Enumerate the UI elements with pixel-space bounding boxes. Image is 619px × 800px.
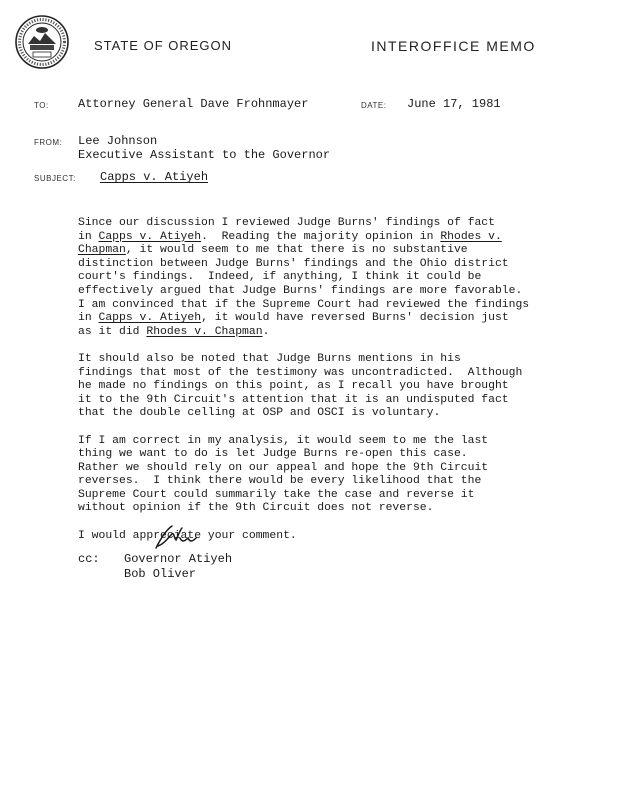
body-line: he made no findings on this point, as I recall you have brought <box>78 380 509 393</box>
from-title: Executive Assistant to the Governor <box>78 148 331 162</box>
paragraph-2 <box>78 353 578 421</box>
document-type: INTEROFFICE MEMO <box>371 38 536 54</box>
from-name: Lee Johnson <box>78 134 158 148</box>
text-run: court's findings. Indeed, if anything, I think it could be <box>78 271 482 284</box>
case-citation: Chapman <box>78 244 126 257</box>
text-run: effectively argued that Judge Burns' findings are more favorable. <box>78 284 523 297</box>
body-line: It should also be noted that Judge Burns mentions in his <box>78 352 461 365</box>
case-citation: Rhodes v. Chapman <box>146 325 263 338</box>
cc-label: cc: <box>78 552 100 566</box>
to-label: TO: <box>34 101 49 110</box>
body-line <box>78 231 578 245</box>
agency-name: STATE OF OREGON <box>94 38 233 53</box>
body-line <box>78 258 578 272</box>
state-seal-icon <box>14 14 70 70</box>
body-line <box>78 312 578 326</box>
body-line: it to the 9th Circuit's attention that it is an undisputed fact <box>78 393 509 406</box>
text-run: distinction between Judge Burns' findings and the Ohio district <box>78 257 509 270</box>
case-citation: Rhodes v. <box>440 230 502 243</box>
body-line: findings that most of the testimony was uncontradicted. Although <box>78 366 523 379</box>
to-value: Attorney General Dave Frohnmayer <box>78 97 309 111</box>
text-run: , it would have reversed Burns' decision just <box>201 312 509 325</box>
text-run: I am convinced that if the Supreme Court had reviewed the findings <box>78 298 530 311</box>
case-citation: Capps v. Atiyeh <box>98 230 202 243</box>
body-line: If I am correct in my analysis, it would seem to me the last <box>78 434 489 447</box>
text-run: , it would seem to me that there is no substantive <box>125 244 468 257</box>
from-label: FROM: <box>34 138 63 147</box>
text-run: in <box>78 230 99 243</box>
body-line <box>78 217 578 231</box>
text-run: in <box>78 312 99 325</box>
date-label: DATE: <box>361 101 387 110</box>
body-line: that the double celling at OSP and OSCI is voluntary. <box>78 407 441 420</box>
paragraph-3 <box>78 435 578 517</box>
body-line: Supreme Court could summarily take the case and reverse it <box>78 488 475 501</box>
subject-label: SUBJECT: <box>34 174 76 183</box>
body-line: reverses. I think there would be every likelihood that the <box>78 475 482 488</box>
body-line: without opinion if the 9th Circuit does not reverse. <box>78 502 434 515</box>
subject-value: Capps v. Atiyeh <box>100 170 209 184</box>
body-line <box>78 271 578 285</box>
cc-recipient: Bob Oliver <box>124 566 197 581</box>
date-value: June 17, 1981 <box>407 97 501 111</box>
text-run: as it did <box>78 325 147 338</box>
body-line: I would appreciate your comment. <box>78 529 297 542</box>
text-run: Since our discussion I reviewed Judge Burns' findings of fact <box>78 217 495 229</box>
signature-initials <box>150 522 200 552</box>
paragraph-1 <box>78 217 578 339</box>
cc-recipient: Governor Atiyeh <box>124 552 233 566</box>
text-run: . Reading the majority opinion in <box>201 230 441 243</box>
body-line: Rather we should rely on our appeal and hope the 9th Circuit <box>78 461 489 474</box>
body-line <box>78 285 578 299</box>
body-line: thing we want to do is let Judge Burns re-open this case. <box>78 448 468 461</box>
memo-body <box>78 217 578 557</box>
body-line <box>78 244 578 258</box>
case-citation: Capps v. Atiyeh <box>98 312 202 325</box>
cc-list <box>124 552 232 581</box>
text-run: . <box>262 325 270 338</box>
body-line <box>78 299 578 313</box>
body-line <box>78 326 578 340</box>
